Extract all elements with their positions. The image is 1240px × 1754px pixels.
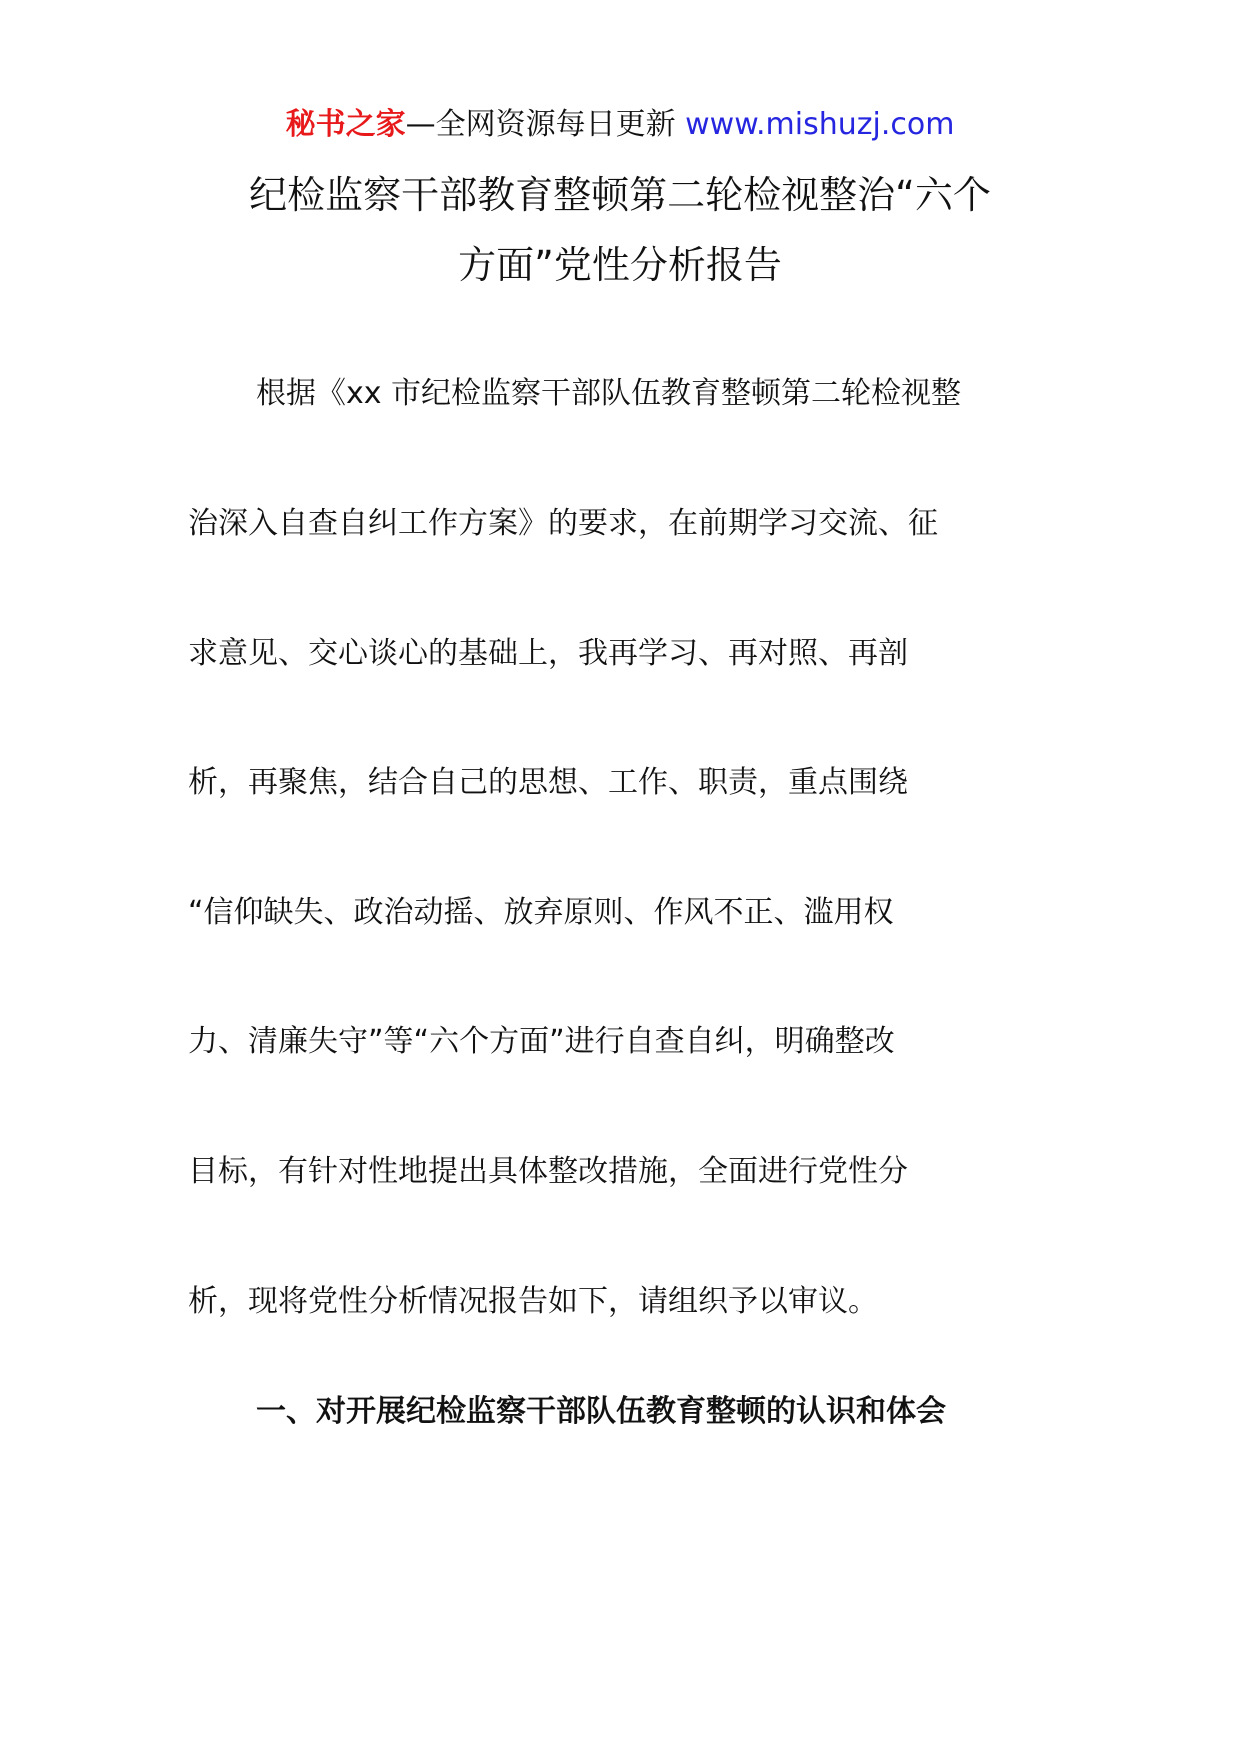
site-brand: 秘书之家 xyxy=(285,107,406,142)
document-title-line-2: 方面”党性分析报告 xyxy=(458,243,782,287)
paragraph-line-6: 力、清廉失守”等“六个方面”进行自查自纠，明确整改 xyxy=(188,1024,895,1059)
paragraph-line-2: 治深入自查自纠工作方案》的要求，在前期学习交流、征 xyxy=(188,506,938,541)
paragraph-line-8: 析，现将党性分析情况报告如下，请组织予以审议。 xyxy=(188,1284,878,1319)
document-title xyxy=(190,160,1050,300)
paragraph-line-3: 求意见、交心谈心的基础上，我再学习、再对照、再剖 xyxy=(188,636,908,671)
section-heading-1: 一、对开展纪检监察干部队伍教育整顿的认识和体会 xyxy=(256,1394,946,1429)
paragraph-line-1: 根据《xx 市纪检监察干部队伍教育整顿第二轮检视整 xyxy=(256,376,962,411)
document-title-line-1: 纪检监察干部教育整顿第二轮检视整治“六个 xyxy=(249,173,991,217)
paragraph-line-5: “信仰缺失、政治动摇、放弃原则、作风不正、滥用权 xyxy=(188,895,894,930)
site-url-link[interactable]: www.mishuzj.com xyxy=(685,107,955,142)
paragraph-line-4: 析，再聚焦，结合自己的思想、工作、职责，重点围绕 xyxy=(188,765,908,800)
site-tagline: —全网资源每日更新 xyxy=(405,107,686,142)
site-header xyxy=(0,100,1240,150)
paragraph-line-7: 目标，有针对性地提出具体整改措施，全面进行党性分 xyxy=(188,1154,908,1189)
